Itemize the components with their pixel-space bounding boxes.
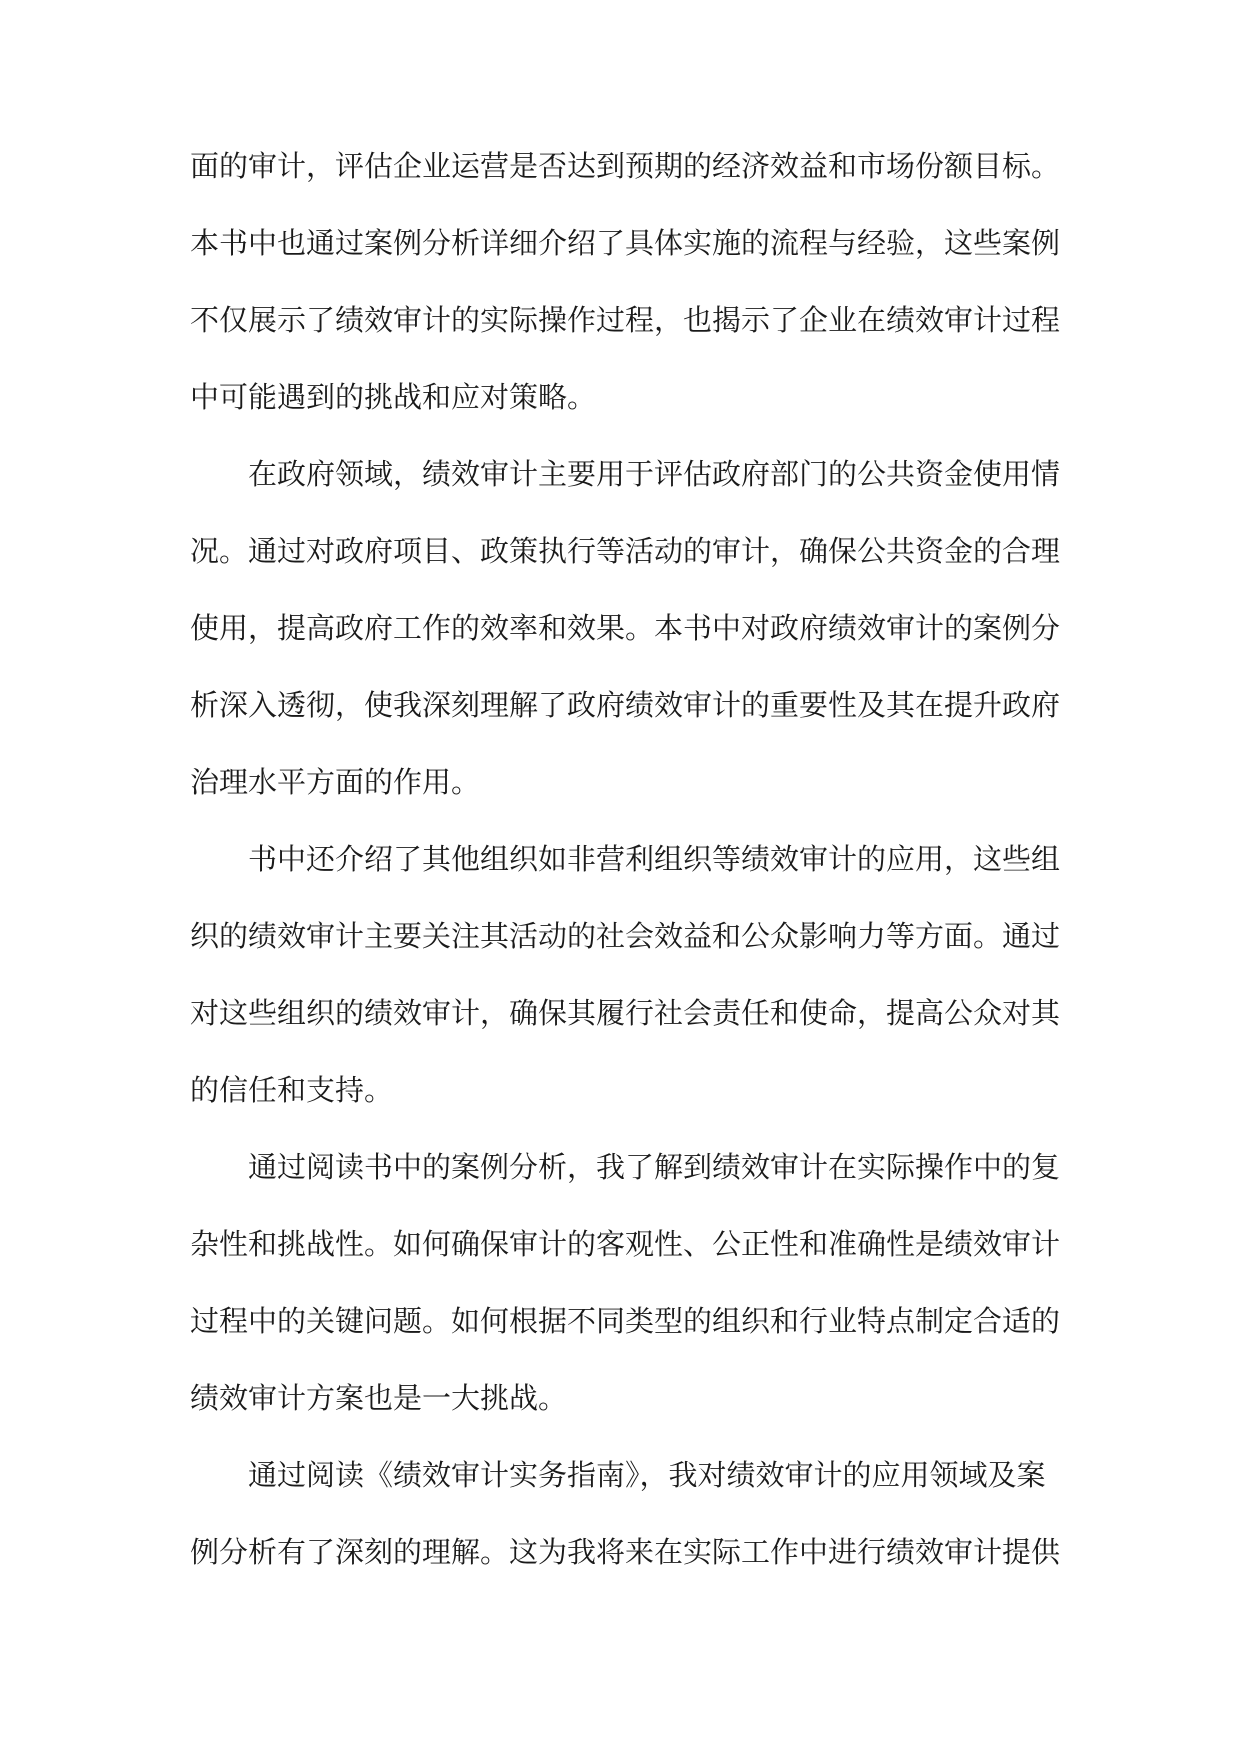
paragraph-first-line: 通过阅读书中的案例分析，我了解到绩效审计在实际操作中的复 (248, 1150, 1061, 1184)
text-line: 例分析有了深刻的理解。这为我将来在实际工作中进行绩效审计提供 (190, 1535, 1061, 1569)
text-line: 况。通过对政府项目、政策执行等活动的审计，确保公共资金的合理 (190, 534, 1061, 568)
text-line: 杂性和挑战性。如何确保审计的客观性、公正性和准确性是绩效审计 (190, 1227, 1061, 1261)
text-line: 本书中也通过案例分析详细介绍了具体实施的流程与经验，这些案例 (190, 226, 1061, 260)
text-line: 中可能遇到的挑战和应对策略。 (190, 380, 597, 414)
paragraph-first-line: 书中还介绍了其他组织如非营利组织等绩效审计的应用，这些组 (248, 842, 1061, 876)
text-line: 治理水平方面的作用。 (190, 765, 481, 799)
text-line: 面的审计，评估企业运营是否达到预期的经济效益和市场份额目标。 (190, 149, 1061, 183)
text-line: 绩效审计方案也是一大挑战。 (190, 1381, 568, 1415)
paragraph-first-line: 通过阅读《绩效审计实务指南》，我对绩效审计的应用领域及案 (248, 1458, 1046, 1492)
document-body (190, 128, 1070, 1591)
text-line: 的信任和支持。 (190, 1073, 394, 1107)
text-line: 过程中的关键问题。如何根据不同类型的组织和行业特点制定合适的 (190, 1304, 1061, 1338)
text-line: 使用，提高政府工作的效率和效果。本书中对政府绩效审计的案例分 (190, 611, 1061, 645)
text-line: 析深入透彻，使我深刻理解了政府绩效审计的重要性及其在提升政府 (190, 688, 1061, 722)
text-line: 织的绩效审计主要关注其活动的社会效益和公众影响力等方面。通过 (190, 919, 1061, 953)
text-line: 对这些组织的绩效审计，确保其履行社会责任和使命，提高公众对其 (190, 996, 1061, 1030)
text-line: 不仅展示了绩效审计的实际操作过程，也揭示了企业在绩效审计过程 (190, 303, 1061, 337)
paragraph-first-line: 在政府领域，绩效审计主要用于评估政府部门的公共资金使用情 (248, 457, 1061, 491)
